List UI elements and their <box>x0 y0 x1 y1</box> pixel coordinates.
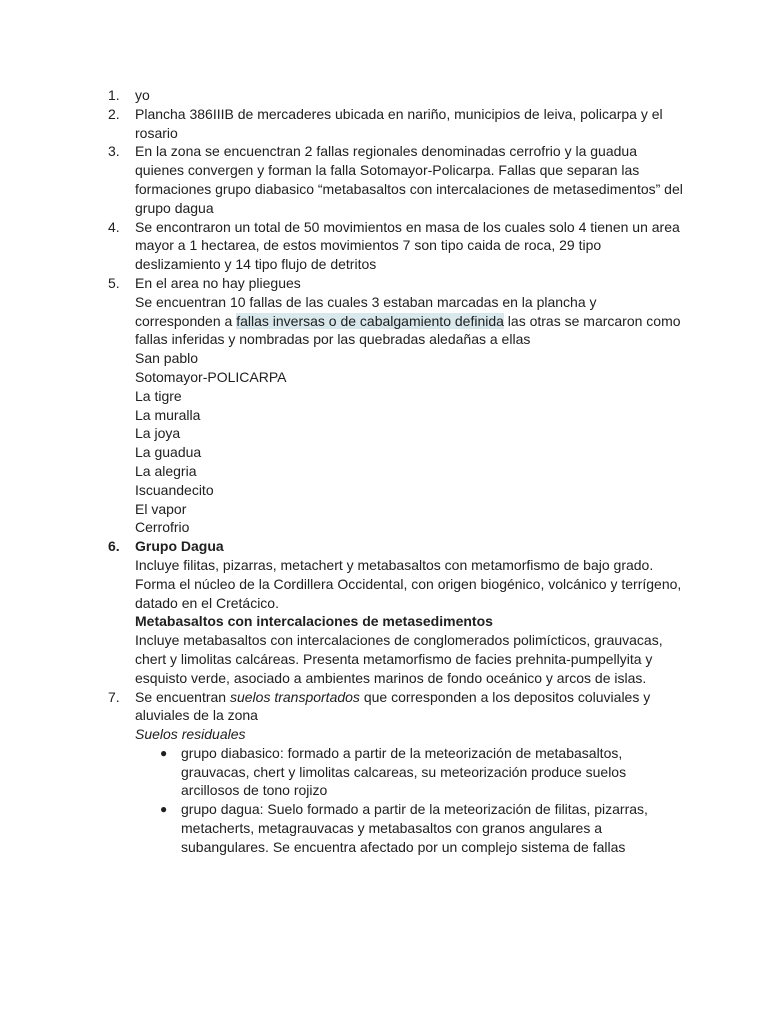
fault-name: La joya <box>135 425 181 442</box>
fault-name: Sotomayor-POLICARPA <box>135 368 287 385</box>
text-line: Forma el núcleo de la Cordillera Occidental, con origen biogénico, volcánico y terrígeno, <box>135 575 682 592</box>
section-heading: Grupo Dagua <box>135 538 224 555</box>
list-item <box>0 218 768 274</box>
bullet-item <box>135 800 688 856</box>
list-item <box>0 86 768 105</box>
highlighted-text: fallas inversas o de cabalgamiento definida <box>236 312 504 329</box>
list-number: 7. <box>108 688 120 705</box>
text-line: metacherts, metagrauvacas y metabasaltos con granos angulares a <box>181 820 603 837</box>
list-item <box>0 537 768 687</box>
list-number: 3. <box>108 143 120 160</box>
text-line: Incluye metabasaltos con intercalaciones de conglomerados polimícticos, grauvacas, <box>135 632 663 649</box>
fault-name: La alegria <box>135 462 197 479</box>
text-line: fallas inferidas y nombradas por las quebradas aledañas a ellas <box>135 331 531 348</box>
text-line: datado en el Cretácico. <box>135 594 279 611</box>
list-number: 5. <box>108 274 120 291</box>
fault-name: La muralla <box>135 406 201 423</box>
fault-name: San pablo <box>135 350 199 367</box>
bullet-icon: ● <box>160 802 168 817</box>
fault-name: Cerrofrio <box>135 519 190 536</box>
list-number: 6. <box>108 538 120 555</box>
fault-name: Iscuandecito <box>135 481 214 498</box>
fault-name: La tigre <box>135 387 182 404</box>
text-line: grupo dagua <box>135 199 214 216</box>
text-line <box>135 688 688 707</box>
italic-subheading: Suelos residuales <box>135 726 246 743</box>
text-line: esquisto verde, asociado a ambientes marinos de fondo oceánico y arcos de islas. <box>135 669 647 686</box>
text-line: aluviales de la zona <box>135 707 258 724</box>
list-item <box>0 142 768 217</box>
text-line: quienes convergen y forman la falla Sotomayor-Policarpa. Fallas que separan las <box>135 162 640 179</box>
bullet-list <box>135 744 688 857</box>
fault-name: El vapor <box>135 500 187 517</box>
list-item <box>0 688 768 857</box>
fault-name: La guadua <box>135 444 202 461</box>
text-line <box>135 312 688 331</box>
text-line: grupo dagua: Suelo formado a partir de la meteorización de filitas, pizarras, <box>181 801 648 818</box>
document-page <box>0 86 768 857</box>
text-line: chert y limolitas calcáreas. Presenta metamorfismo de facies prehnita-pumpellyita y <box>135 650 653 667</box>
text-line: arcillosos de tono rojizo <box>181 782 328 799</box>
text-segment: Se encuentran <box>135 688 230 705</box>
text-line: Se encuentran 10 fallas de las cuales 3 estaban marcadas en la plancha y <box>135 293 597 310</box>
text-segment: que corresponden a los depositos coluviales y <box>359 688 651 705</box>
italic-text: suelos transportados <box>229 688 360 705</box>
text-line: deslizamiento y 14 tipo flujo de detritos <box>135 256 377 273</box>
text-line: yo <box>135 87 150 103</box>
list-item <box>0 105 768 143</box>
text-line: En el area no hay pliegues <box>135 274 301 291</box>
text-line: formaciones grupo diabasico “metabasaltos con intercalaciones de metasedimentos” del <box>135 180 683 197</box>
bullet-icon: ● <box>160 745 168 760</box>
text-line: subangulares. Se encuentra afectado por un complejo sistema de fallas <box>181 838 626 855</box>
text-line: Plancha 386IIIB de mercaderes ubicada en nariño, municipios de leiva, policarpa y el <box>135 105 663 122</box>
list-number: 1. <box>108 87 120 103</box>
text-line: rosario <box>135 124 178 141</box>
text-line: grauvacas, chert y limolitas calcareas, su meteorización produce suelos <box>181 763 627 780</box>
text-segment: las otras se marcaron como <box>503 312 681 329</box>
text-line: En la zona se encuenctran 2 fallas regionales denominadas cerrofrio y la guadua <box>135 143 637 160</box>
list-item <box>0 274 768 537</box>
bullet-item <box>135 744 688 800</box>
text-line: grupo diabasico: formado a partir de la meteorización de metabasaltos, <box>181 744 623 761</box>
list-number: 4. <box>108 218 120 235</box>
section-subheading: Metabasaltos con intercalaciones de metasedimentos <box>135 613 493 630</box>
text-segment: corresponden a <box>135 312 237 329</box>
text-line: Se encontraron un total de 50 movimientos en masa de los cuales solo 4 tienen un area <box>135 218 680 235</box>
text-line: mayor a 1 hectarea, de estos movimientos 7 son tipo caida de roca, 29 tipo <box>135 237 602 254</box>
text-line: Incluye filitas, pizarras, metachert y metabasaltos con metamorfismo de bajo grado. <box>135 556 654 573</box>
list-number: 2. <box>108 105 120 122</box>
